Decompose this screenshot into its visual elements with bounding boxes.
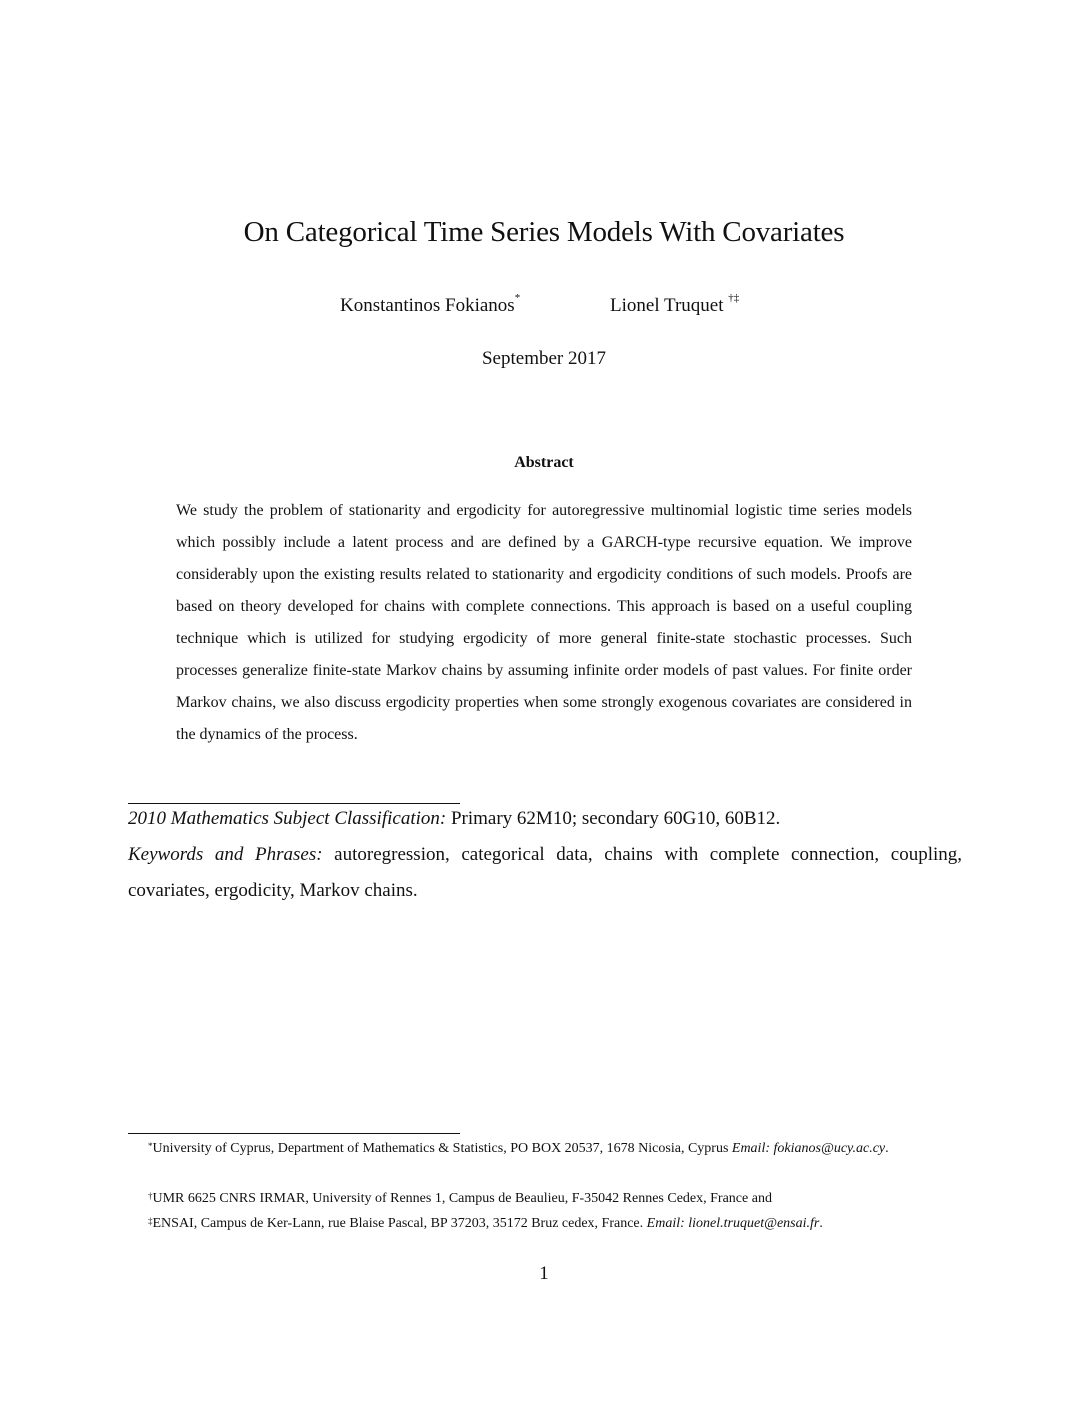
- keywords: [128, 837, 962, 909]
- footnote-irmar: †UMR 6625 CNRS IRMAR, University of Rennes 1, Campus de Beaulieu, F-35042 Rennes Cedex, France and: [148, 1191, 772, 1206]
- keywords-value: autoregression, categorical data, chains with complete connection, coupling, covariates, ergodicity, Markov chains.: [128, 844, 962, 901]
- page-number: 1: [539, 1263, 549, 1284]
- paper-title: On Categorical Time Series Models With Covariates: [243, 216, 845, 248]
- classification-value: Primary 62M10; secondary 60G10, 60B12.: [446, 808, 781, 829]
- author-list: [0, 292, 1088, 321]
- abstract-text: We study the problem of stationarity and ergodicity for autoregressive multinomial logistic time series models which possibly include a latent process and are defined by a GARCH-type recursive equation. We improve considerably upon the existing results related to stationarity and ergodicity conditions of such models. Proofs are based on theory developed for chains with complete connections. This approach is based on a useful coupling technique which is utilized for studying ergodicity of more general finite-state stochastic processes. Such processes generalize finite-state Markov chains by assuming infinite order models of past values. For finite order Markov chains, we also discuss ergodicity properties when some strongly exogenous covariates are considered in the dynamics of the process.: [176, 502, 912, 743]
- author-footnote-mark: †‡: [728, 292, 740, 304]
- footnote-rule: [128, 1133, 460, 1134]
- subject-classification: [128, 801, 962, 837]
- email-link[interactable]: fokianos@ucy.ac.cy: [770, 1141, 886, 1156]
- publication-date: September 2017: [481, 348, 606, 369]
- classification-label: 2010 Mathematics Subject Classification:: [128, 808, 447, 829]
- footnote-ensai: ‡ENSAI, Campus de Ker-Lann, rue Blaise Pascal, BP 37203, 35172 Bruz cedex, France. Email: lionel.truquet@ensai.fr.: [148, 1216, 823, 1231]
- keywords-label: Keywords and Phrases:: [128, 844, 323, 865]
- author-truquet: Lionel Truquet †‡: [610, 292, 740, 316]
- footnote-fokianos: *University of Cyprus, Department of Mathematics & Statistics, PO BOX 20537, 1678 Nicosia, Cyprus Email: fokianos@ucy.ac.cy.: [148, 1141, 889, 1156]
- author-fokianos: Konstantinos Fokianos*: [340, 292, 521, 316]
- author-footnote-mark: *: [514, 292, 521, 304]
- email-link[interactable]: lionel.truquet@ensai.fr: [684, 1216, 820, 1231]
- abstract-heading: Abstract: [514, 454, 574, 471]
